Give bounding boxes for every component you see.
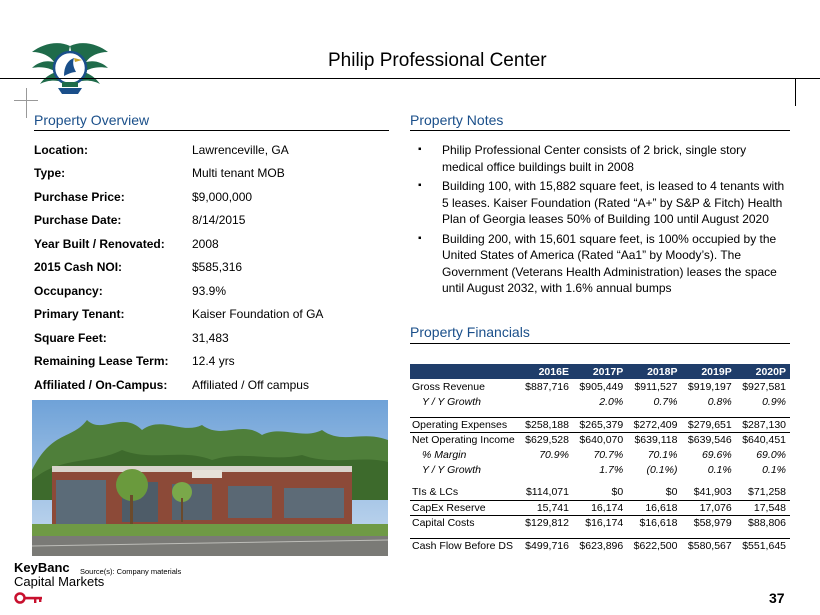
note-item: ▪ Building 200, with 15,601 square feet, is 100% occupied by the United States of America (Rated “Aa1” by Moody’s). The Government (Veterans Health Administration) leases the space until August 2032, with 1.6% annual bumps bbox=[414, 231, 790, 297]
cell: 2.0% bbox=[599, 395, 624, 408]
overview-value: Lawrenceville, GA bbox=[192, 143, 289, 157]
cell: 70.7% bbox=[593, 448, 624, 461]
table-row bbox=[410, 485, 790, 500]
cell: 0.1% bbox=[762, 463, 786, 476]
overview-value: $9,000,000 bbox=[192, 190, 253, 204]
overview-label: Purchase Date: bbox=[34, 213, 122, 227]
row-label: Capital Costs bbox=[410, 515, 519, 530]
overview-row bbox=[34, 143, 364, 159]
cell: 69.0% bbox=[756, 448, 786, 461]
cell: $640,070 bbox=[573, 432, 627, 447]
cell: $551,645 bbox=[736, 538, 790, 553]
cell: $88,806 bbox=[736, 515, 790, 530]
property-overview-heading: Property Overview bbox=[34, 112, 150, 128]
overview-label: Purchase Price: bbox=[34, 190, 125, 204]
row-label: Gross Revenue bbox=[412, 380, 485, 393]
overview-value: 2008 bbox=[192, 237, 219, 251]
column-header bbox=[410, 364, 519, 379]
cell: $911,527 bbox=[634, 380, 678, 393]
overview-value: $585,316 bbox=[192, 260, 243, 274]
property-notes-rule bbox=[410, 130, 790, 131]
cell: 15,741 bbox=[519, 500, 573, 515]
cell: 17,076 bbox=[681, 500, 735, 515]
note-item: ▪ Building 100, with 15,882 square feet, is leased to 4 tenants with 5 leases. Kaiser Foundation (Rated “A+” by S&P & Fitch) Health Plan of Georgia leases 50% of Building 100 until August 2020 bbox=[414, 178, 790, 228]
overview-row bbox=[34, 166, 364, 182]
overview-value: Multi tenant MOB bbox=[192, 166, 285, 180]
frame-line bbox=[795, 78, 796, 106]
row-label: TIs & LCs bbox=[412, 486, 459, 499]
cell: $258,188 bbox=[519, 417, 573, 432]
cell: $629,528 bbox=[519, 432, 573, 447]
property-financials-heading: Property Financials bbox=[410, 324, 530, 340]
property-photo bbox=[32, 400, 388, 556]
title-rule bbox=[0, 78, 820, 79]
brand-subtitle: Capital Markets bbox=[14, 574, 105, 589]
cell: $927,581 bbox=[742, 380, 786, 393]
brand-name: KeyBanc bbox=[14, 560, 70, 575]
cell: 0.7% bbox=[653, 395, 678, 408]
crosshair-mark-horizontal bbox=[14, 100, 38, 101]
cell: $16,174 bbox=[573, 515, 627, 530]
table-row bbox=[410, 500, 790, 515]
table-row bbox=[410, 538, 790, 553]
cell: 17,548 bbox=[736, 500, 790, 515]
cell: $71,258 bbox=[748, 486, 786, 499]
overview-row bbox=[34, 190, 364, 206]
overview-row bbox=[34, 213, 364, 229]
table-spacer bbox=[410, 477, 790, 485]
overview-value: Kaiser Foundation of GA bbox=[192, 307, 324, 321]
crosshair-mark-vertical bbox=[26, 88, 27, 118]
table-spacer bbox=[410, 530, 790, 538]
row-label: Y / Y Growth bbox=[422, 395, 481, 408]
note-item: ▪ Philip Professional Center consists of 2 brick, single story medical office buildings built in 2008 bbox=[414, 142, 790, 175]
cell: $265,379 bbox=[573, 417, 627, 432]
overview-label: 2015 Cash NOI: bbox=[34, 260, 123, 274]
table-row bbox=[410, 394, 790, 409]
cell: 70.1% bbox=[647, 448, 678, 461]
overview-row bbox=[34, 237, 364, 253]
cell: 0.9% bbox=[762, 395, 786, 408]
overview-row bbox=[34, 378, 364, 394]
overview-value: 8/14/2015 bbox=[192, 213, 246, 227]
cell: 70.9% bbox=[539, 448, 569, 461]
cell: $887,716 bbox=[525, 380, 569, 393]
property-financials-rule bbox=[410, 343, 790, 344]
overview-label: Occupancy: bbox=[34, 284, 103, 298]
cell: $640,451 bbox=[736, 432, 790, 447]
overview-row bbox=[34, 307, 364, 323]
overview-label: Affiliated / On-Campus: bbox=[34, 378, 168, 392]
cell: $499,716 bbox=[519, 538, 573, 553]
cell: $16,618 bbox=[627, 515, 681, 530]
financials-table bbox=[410, 364, 790, 553]
row-label: Cash Flow Before DS bbox=[410, 538, 519, 553]
property-notes-heading: Property Notes bbox=[410, 112, 504, 128]
table-spacer bbox=[410, 409, 790, 417]
cell bbox=[519, 394, 573, 409]
page-number: 37 bbox=[769, 590, 785, 606]
cell: $580,567 bbox=[681, 538, 735, 553]
overview-value: 31,483 bbox=[192, 331, 229, 345]
cell: $639,546 bbox=[681, 432, 735, 447]
table-row bbox=[410, 515, 790, 530]
cell: (0.1%) bbox=[646, 463, 678, 476]
cell bbox=[519, 462, 573, 477]
overview-row bbox=[34, 284, 364, 300]
table-row bbox=[410, 432, 790, 447]
financials-header-row bbox=[410, 364, 790, 379]
pelican-crest-logo bbox=[28, 38, 112, 98]
page-title: Philip Professional Center bbox=[328, 50, 547, 71]
table-row bbox=[410, 447, 790, 462]
cell: 0.8% bbox=[707, 395, 732, 408]
property-notes-list bbox=[414, 142, 790, 300]
overview-label: Location: bbox=[34, 143, 88, 157]
row-label: Y / Y Growth bbox=[422, 463, 481, 476]
table-row bbox=[410, 379, 790, 394]
overview-label: Square Feet: bbox=[34, 331, 107, 345]
cell: 0.1% bbox=[707, 463, 732, 476]
overview-label: Type: bbox=[34, 166, 66, 180]
overview-label: Primary Tenant: bbox=[34, 307, 125, 321]
source-note: Source(s): Company materials bbox=[80, 567, 182, 576]
cell: $129,812 bbox=[519, 515, 573, 530]
cell: $0 bbox=[611, 486, 624, 499]
overview-value: 12.4 yrs bbox=[192, 354, 235, 368]
cell: 16,618 bbox=[627, 500, 681, 515]
row-label: Operating Expenses bbox=[410, 417, 519, 432]
overview-value: 93.9% bbox=[192, 284, 227, 298]
cell: $622,500 bbox=[627, 538, 681, 553]
row-label: % Margin bbox=[422, 448, 467, 461]
table-row bbox=[410, 462, 790, 477]
cell: $279,651 bbox=[681, 417, 735, 432]
cell: 69.6% bbox=[701, 448, 732, 461]
property-overview-rule bbox=[34, 130, 389, 131]
cell: $41,903 bbox=[693, 486, 732, 499]
cell: $919,197 bbox=[687, 380, 732, 393]
overview-label: Remaining Lease Term: bbox=[34, 354, 169, 368]
overview-row bbox=[34, 331, 364, 347]
overview-value: Affiliated / Off campus bbox=[192, 378, 309, 392]
column-header: 2018P bbox=[627, 364, 681, 379]
column-header: 2017P bbox=[573, 364, 627, 379]
table-row bbox=[410, 417, 790, 432]
column-header: 2020P bbox=[736, 364, 790, 379]
row-label: CapEx Reserve bbox=[410, 500, 519, 515]
row-label: Net Operating Income bbox=[410, 432, 519, 447]
overview-row bbox=[34, 260, 364, 276]
overview-row bbox=[34, 354, 364, 370]
cell: $0 bbox=[665, 486, 678, 499]
cell: $905,449 bbox=[579, 380, 624, 393]
cell: $272,409 bbox=[627, 417, 681, 432]
column-header: 2016E bbox=[519, 364, 573, 379]
overview-label: Year Built / Renovated: bbox=[34, 237, 165, 251]
cell: $639,118 bbox=[627, 432, 681, 447]
key-icon bbox=[14, 592, 46, 604]
cell: $623,896 bbox=[573, 538, 627, 553]
cell: $287,130 bbox=[736, 417, 790, 432]
cell: 1.7% bbox=[599, 463, 624, 476]
cell: $114,071 bbox=[525, 486, 569, 499]
cell: $58,979 bbox=[681, 515, 735, 530]
column-header: 2019P bbox=[681, 364, 735, 379]
cell: 16,174 bbox=[573, 500, 627, 515]
